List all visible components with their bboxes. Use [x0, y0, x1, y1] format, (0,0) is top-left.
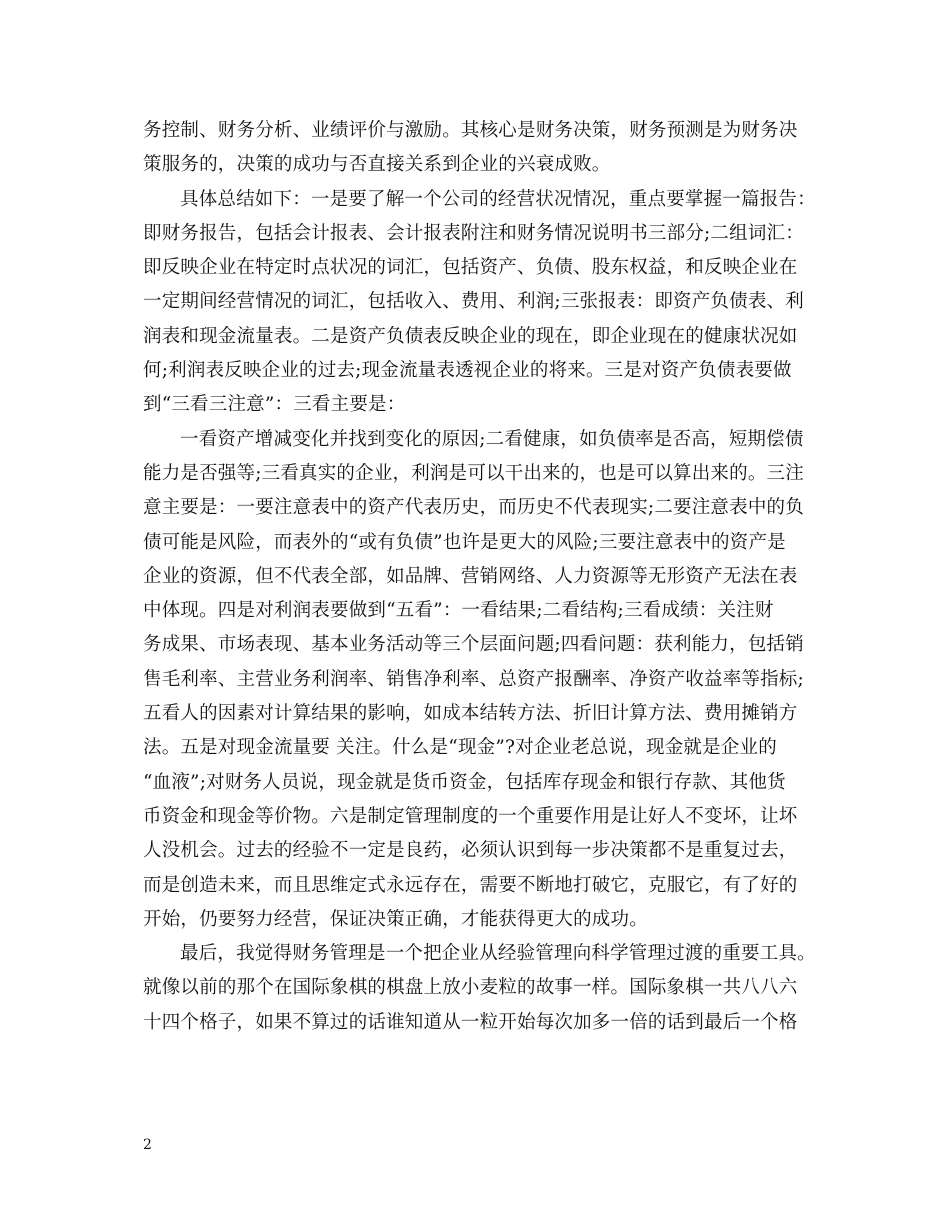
body-text [143, 114, 816, 1040]
text-line: 务成果、市场表现、基本业务活动等三个层面问题;四看问题：获利能力，包括销 [143, 634, 804, 656]
text-line: 币资金和现金等价物。六是制定管理制度的一个重要作用是让好人不变坏，让坏 [143, 805, 798, 827]
text-line: 债可能是风险，而表外的“或有负债”也许是更大的风险;三要注意表中的资产是 [143, 531, 786, 553]
text-line: 人没机会。过去的经验不一定是良药，必须认识到每一步决策都不是重复过去， [143, 840, 798, 862]
text-line: 何;利润表反映企业的过去;现金流量表透视企业的将来。三是对资产负债表要做 [143, 360, 792, 382]
text-line: 五看人的因素对计算结果的影响，如成本结转方法、折旧计算方法、费用摊销方 [143, 703, 798, 725]
paragraph-start-line: 最后，我觉得财务管理是一个把企业从经验管理向科学管理过渡的重要工具。 [180, 943, 816, 965]
text-line: 能力是否强等;三看真实的企业，利润是可以干出来的，也是可以算出来的。三注 [143, 462, 804, 484]
text-line: 务控制、财务分析、业绩评价与激励。其核心是财务决策，财务预测是为财务决 [143, 120, 798, 141]
text-line: 策服务的，决策的成功与否直接关系到企业的兴衰成败。 [143, 154, 611, 176]
text-line: 开始，仍要努力经营，保证决策正确，才能获得更大的成功。 [143, 908, 648, 930]
paragraph-start-line: 具体总结如下：一是要了解一个公司的经营状况情况，重点要掌握一篇报告： [180, 188, 816, 210]
text-line: 即财务报告，包括会计报表、会计报表附注和财务情况说明书三部分;二组词汇： [143, 222, 804, 244]
paragraph-start-line: 一看资产增减变化并找到变化的原因;二看健康，如负债率是否高，短期偿债 [180, 428, 804, 450]
text-line: “血液”;对财务人员说，现金就是货币资金，包括库存现金和银行存款、其他货 [143, 771, 786, 793]
text-line: 法。五是对现金流量要 关注。什么是“现金”?对企业老总说，现金就是企业的 [143, 737, 777, 759]
text-line: 到“三看三注意”：三看主要是： [143, 394, 406, 416]
text-line: 企业的资源，但不代表全部，如品牌、营销网络、人力资源等无形资产无法在表 [143, 565, 798, 587]
text-line: 而是创造未来，而且思维定式永远存在，需要不断地打破它，克服它，有了好的 [143, 874, 798, 896]
text-line: 一定期间经营情况的词汇，包括收入、费用、利润;三张报表：即资产负债表、利 [143, 291, 804, 313]
text-line: 润表和现金流量表。二是资产负债表反映企业的现在，即企业现在的健康状况如 [143, 325, 798, 347]
text-line: 中体现。四是对利润表要做到“五看”：一看结果;二看结构;三看成绩：关注财 [143, 600, 774, 622]
text-line: 十四个格子，如果不算过的话谁知道从一粒开始每次加多一倍的话到最后一个格 [143, 1011, 798, 1033]
text-line: 意主要是：一要注意表中的资产代表历史，而历史不代表现实;二要注意表中的负 [143, 497, 804, 519]
text-line: 即反映企业在特定时点状况的词汇，包括资产、负债、股东权益，和反映企业在 [143, 257, 798, 279]
page-number: 2 [143, 1137, 152, 1153]
text-line: 售毛利率、主营业务利润率、销售净利率、总资产报酬率、净资产收益率等指标; [143, 668, 804, 690]
text-line: 就像以前的那个在国际象棋的棋盘上放小麦粒的故事一样。国际象棋一共八八六 [143, 977, 798, 999]
